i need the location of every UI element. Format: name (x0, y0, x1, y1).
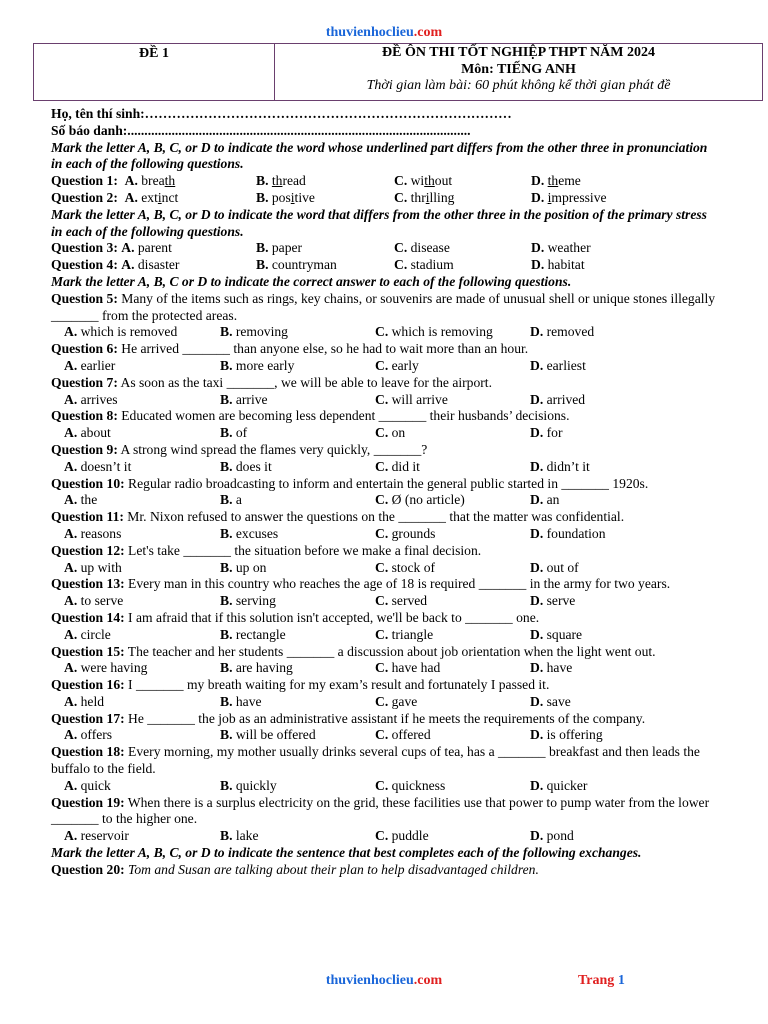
q9-option-c: C. did it (375, 458, 420, 474)
q2-option-d: D. impressive (531, 189, 607, 205)
question-18 (51, 744, 719, 778)
q17-option-b: B. will be offered (220, 727, 316, 743)
question-16-text: I _______ my breath waiting for my exam’s result and fortunately I passed it. (128, 677, 550, 693)
q10-option-c: C. Ø (no article) (375, 492, 465, 508)
question-16-options (51, 694, 719, 711)
q19-option-c: C. puddle (375, 828, 429, 844)
page-number: Trang 1 (578, 973, 625, 988)
question-8-text: Educated women are becoming less dependent _______ their husbands’ decisions. (121, 408, 570, 424)
question-5-label: Question 5: (51, 290, 118, 306)
q1-option-b: B. thread (256, 173, 306, 189)
question-11-text: Mr. Nixon refused to answer the questions on the _______ that the matter was confidential. (127, 509, 625, 525)
q18-option-d: D. quicker (530, 777, 588, 793)
exam-header-table (33, 43, 763, 101)
q3-option-d: D. weather (531, 240, 591, 256)
question-6 (51, 341, 719, 358)
q15-option-b: B. are having (220, 660, 293, 676)
question-20-text: Tom and Susan are talking about their plan to help disadvantaged children. (128, 861, 539, 877)
question-3: Question 3: A. parent B. paper C. disease D. weather (51, 240, 719, 257)
q6-option-b: B. more early (220, 357, 295, 373)
q9-option-b: B. does it (220, 458, 272, 474)
q12-option-c: C. stock of (375, 559, 436, 575)
question-13-options (51, 593, 719, 610)
question-5 (51, 291, 719, 325)
q13-option-d: D. serve (530, 593, 576, 609)
question-18-label: Question 18: (51, 744, 125, 760)
q12-option-a: A. up with (64, 559, 122, 575)
question-9 (51, 442, 719, 459)
q7-option-d: D. arrived (530, 391, 586, 407)
question-6-text: He arrived _______ than anyone else, so he had to wait more than an hour. (121, 341, 529, 357)
q16-option-b: B. have (220, 693, 262, 709)
q13-option-a: A. to serve (64, 593, 124, 609)
q12-option-b: B. up on (220, 559, 267, 575)
q14-option-c: C. triangle (375, 626, 434, 642)
question-16 (51, 677, 719, 694)
section-instruction-stress: Mark the letter A, B, C, or D to indicate the word that differs from the other three in the position of the primary stress in each of the following questions. (51, 206, 707, 239)
q11-option-c: C. grounds (375, 525, 436, 541)
q10-option-a: A. the (64, 492, 98, 508)
question-6-options (51, 358, 719, 375)
q6-option-a: A. earlier (64, 357, 116, 373)
candidate-name-field: Họ, tên thí sinh:……………………………………………………………………… (51, 106, 512, 121)
question-13 (51, 576, 719, 593)
q19-option-a: A. reservoir (64, 828, 129, 844)
q3-option-a: parent (137, 240, 172, 256)
q13-option-b: B. serving (220, 593, 276, 609)
question-14-label: Question 14: (51, 609, 125, 625)
question-11-options (51, 526, 719, 543)
question-11 (51, 509, 719, 526)
q4-option-b: B. countryman (256, 257, 337, 273)
q12-option-d: D. out of (530, 559, 579, 575)
question-10 (51, 476, 719, 493)
question-7-text: As soon as the taxi _______, we will be able to leave for the airport. (120, 374, 492, 390)
q4-option-a: disaster (137, 257, 180, 273)
q15-option-a: A. were having (64, 660, 148, 676)
question-20 (51, 862, 719, 879)
question-9-label: Question 9: (51, 441, 118, 457)
q15-option-d: D. have (530, 660, 573, 676)
question-19-label: Question 19: (51, 794, 125, 810)
q14-option-b: B. rectangle (220, 626, 286, 642)
section-instruction-grammar: Mark the letter A, B, C or D to indicate the correct answer to each of the following questions. (51, 273, 572, 289)
question-15-label: Question 15: (51, 643, 125, 659)
question-9-text: A strong wind spread the flames very quickly, _______? (120, 441, 428, 457)
q7-option-b: B. arrive (220, 391, 268, 407)
grammar-questions (51, 291, 719, 845)
question-13-text: Every man in this country who reaches the age of 18 is required _______ in the army for two years. (128, 576, 671, 592)
question-12-label: Question 12: (51, 542, 125, 558)
exam-code: ĐỀ 1 (34, 44, 275, 100)
question-12-text: Let's take _______ the situation before we make a final decision. (128, 542, 482, 558)
q17-option-a: A. offers (64, 727, 113, 743)
q3-option-b: B. paper (256, 240, 303, 256)
q8-option-a: A. about (64, 425, 111, 441)
q17-option-c: C. offered (375, 727, 431, 743)
question-8 (51, 408, 719, 425)
q4-option-d: D. habitat (531, 257, 585, 273)
question-4: Question 4: A. disaster B. countryman C. stadium D. habitat (51, 257, 719, 274)
question-14-text: I am afraid that if this solution isn't accepted, we'll be back to _______ one. (128, 609, 540, 625)
question-19-options (51, 828, 719, 845)
q14-option-a: A. circle (64, 626, 111, 642)
question-8-options (51, 425, 719, 442)
question-2 (51, 190, 719, 207)
question-5-text: Many of the items such as rings, key chains, or souvenirs are made of unusual shell or unique stones illegally _______ from the protected areas. (51, 290, 716, 323)
question-5-options (51, 324, 719, 341)
question-17-text: He _______ the job as an administrative assistant if he meets the requirements of the company. (128, 710, 646, 726)
q15-option-c: C. have had (375, 660, 441, 676)
q3-option-c: C. disease (394, 240, 450, 256)
q17-option-d: D. is offering (530, 727, 603, 743)
question-19 (51, 795, 719, 829)
exam-time: Thời gian làm bài: 60 phút không kể thời gian phát đề (366, 78, 671, 93)
question-16-label: Question 16: (51, 677, 125, 693)
question-13-label: Question 13: (51, 576, 125, 592)
question-18-text: Every morning, my mother usually drinks several cups of tea, has a _______ breakfast and then leads the buffalo to the field. (51, 744, 700, 777)
q11-option-b: B. excuses (220, 525, 279, 541)
q16-option-c: C. gave (375, 693, 418, 709)
q1-option-c: C. without (394, 173, 453, 189)
q18-option-a: A. quick (64, 777, 111, 793)
question-15 (51, 644, 719, 661)
exam-subject: Môn: TIẾNG ANH (461, 61, 576, 77)
section-instruction-exchanges: Mark the letter A, B, C, or D to indicate the sentence that best completes each of the following exchanges. (51, 845, 642, 861)
q8-option-c: C. on (375, 425, 406, 441)
question-17 (51, 711, 719, 728)
q16-option-a: A. held (64, 693, 105, 709)
q6-option-d: D. earliest (530, 357, 586, 373)
q6-option-c: C. early (375, 357, 419, 373)
q11-option-d: D. foundation (530, 525, 606, 541)
q1-option-a: Question 1: A. breath (51, 173, 176, 189)
q7-option-a: A. arrives (64, 391, 118, 407)
q18-option-b: B. quickly (220, 777, 277, 793)
q1-option-d: D. theme (531, 173, 581, 189)
question-17-label: Question 17: (51, 710, 125, 726)
q10-option-d: D. an (530, 492, 560, 508)
question-6-label: Question 6: (51, 341, 118, 357)
q8-option-b: B. of (220, 425, 248, 441)
q19-option-d: D. pond (530, 828, 574, 844)
question-10-options (51, 492, 719, 509)
q11-option-a: A. reasons (64, 525, 122, 541)
question-7 (51, 375, 719, 392)
q13-option-c: C. served (375, 593, 428, 609)
q7-option-c: C. will arrive (375, 391, 448, 407)
q16-option-d: D. save (530, 693, 571, 709)
q2-option-b: B. positive (256, 189, 315, 205)
q19-option-b: B. lake (220, 828, 259, 844)
question-10-text: Regular radio broadcasting to inform and entertain the general public started in _______ 1920s. (128, 475, 649, 491)
q2-option-a: Question 2: A. extinct (51, 189, 179, 205)
question-10-label: Question 10: (51, 475, 125, 491)
question-12-options (51, 560, 719, 577)
exam-title-block (275, 44, 762, 100)
site-watermark-top: thuvienhoclieu.com (325, 25, 443, 40)
question-15-options (51, 660, 719, 677)
question-14 (51, 610, 719, 627)
question-20-label: Question 20: (51, 861, 125, 877)
q5-option-a: A. which is removed (64, 324, 178, 340)
question-9-options (51, 459, 719, 476)
question-19-text: When there is a surplus electricity on the grid, these facilities use that power to pump water from the lower _______ to the higher one. (51, 794, 710, 827)
question-11-label: Question 11: (51, 509, 124, 525)
exam-content (51, 106, 719, 879)
question-7-label: Question 7: (51, 374, 118, 390)
question-12 (51, 543, 719, 560)
section-instruction-pronunciation: Mark the letter A, B, C, or D to indicate the word whose underlined part differs from the other three in pronunciation in each of the following questions. (51, 139, 708, 172)
q9-option-a: A. doesn’t it (64, 458, 132, 474)
q18-option-c: C. quickness (375, 777, 446, 793)
question-14-options (51, 627, 719, 644)
question-7-options (51, 392, 719, 409)
question-1 (51, 173, 719, 190)
q14-option-d: D. square (530, 626, 583, 642)
question-18-options (51, 778, 719, 795)
q10-option-b: B. a (220, 492, 242, 508)
candidate-number-field: Số báo danh:..................................................................................................... (51, 122, 471, 138)
q2-option-c: C. thrilling (394, 189, 455, 205)
site-watermark-bottom: thuvienhoclieu.com (325, 973, 443, 988)
exam-title: ĐỀ ÔN THI TỐT NGHIỆP THPT NĂM 2024 (382, 45, 655, 60)
q4-option-c: C. stadium (394, 257, 454, 273)
q5-option-b: B. removing (220, 324, 288, 340)
q5-option-d: D. removed (530, 324, 595, 340)
q8-option-d: D. for (530, 425, 563, 441)
question-15-text: The teacher and her students _______ a discussion about job orientation when the light went out. (127, 643, 656, 659)
question-8-label: Question 8: (51, 408, 118, 424)
question-17-options (51, 727, 719, 744)
q9-option-d: D. didn’t it (530, 458, 590, 474)
q5-option-c: C. which is removing (375, 324, 493, 340)
